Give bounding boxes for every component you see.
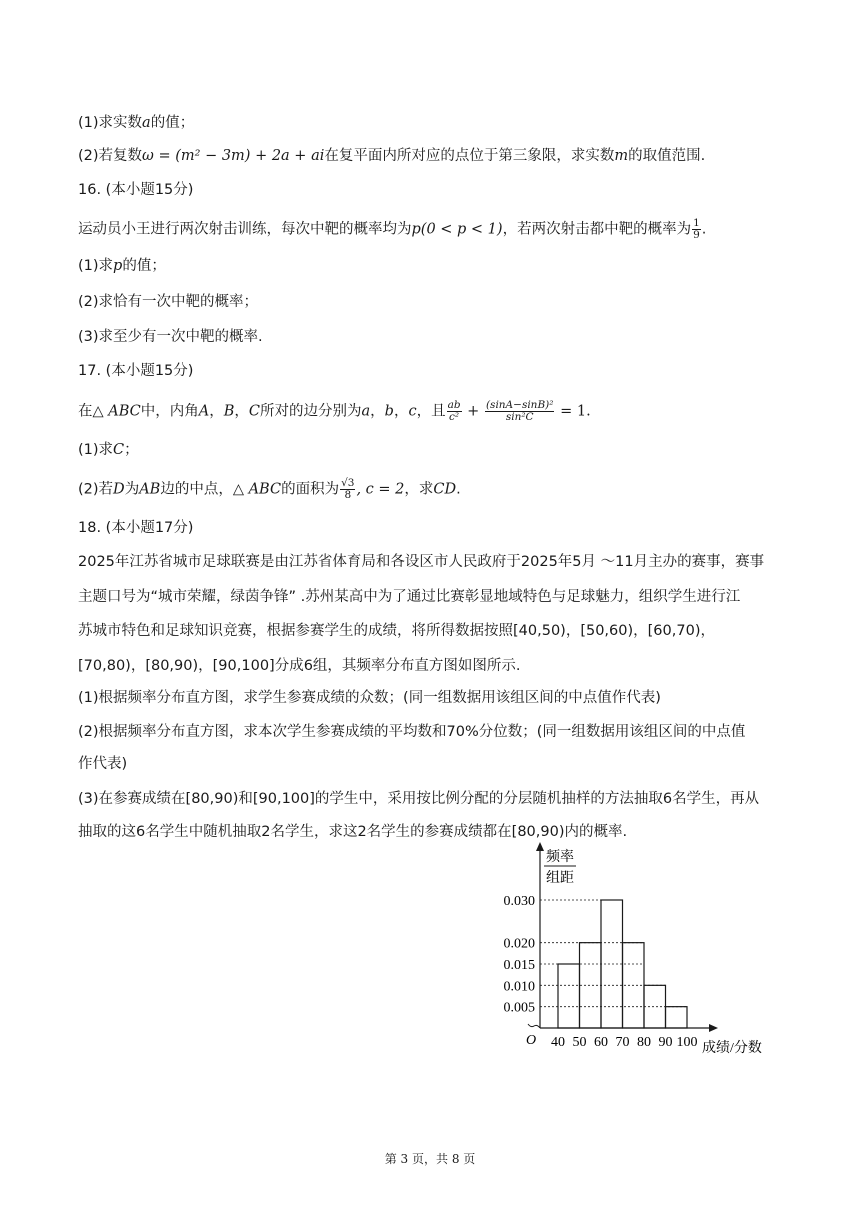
equals-one: = 1. bbox=[555, 403, 591, 420]
histogram-bar bbox=[558, 964, 580, 1028]
y-tick-label: 0.005 bbox=[503, 1000, 535, 1016]
text: 的取值范围. bbox=[628, 148, 706, 164]
x-axis-arrow-icon bbox=[709, 1024, 718, 1032]
x-tick-label: 100 bbox=[676, 1035, 698, 1050]
text: 所对的边分别为 bbox=[260, 403, 362, 420]
x-tick-label: 70 bbox=[615, 1035, 630, 1050]
text: ，若两次射击都中靶的概率为 bbox=[502, 221, 692, 238]
x-tick-label: 90 bbox=[658, 1035, 673, 1050]
y-axis-arrow-icon bbox=[536, 842, 544, 851]
q18-part3-line1: (3)在参赛成绩在[80,90)和[90,100]的学生中，采用按比例分配的分层随机抽样的方法抽取6名学生，再从 bbox=[78, 791, 760, 807]
text: (1)求 bbox=[78, 258, 114, 274]
probability-range: p(0 < p < 1) bbox=[411, 221, 503, 238]
text: 为 bbox=[124, 481, 140, 498]
var-D: D bbox=[113, 481, 125, 498]
var-A: A bbox=[198, 403, 210, 420]
histogram-bar bbox=[644, 985, 666, 1028]
triangle-abc: △ ABC bbox=[232, 481, 282, 498]
text: 在复平面内所对应的点位于第三象限，求实数 bbox=[324, 148, 615, 164]
q15-part1 bbox=[78, 113, 194, 133]
fraction-sin-diff bbox=[485, 400, 555, 423]
denominator: 8 bbox=[344, 489, 352, 501]
denominator: 9 bbox=[693, 229, 700, 241]
q18-part2-line1: (2)根据频率分布直方图，求本次学生参赛成绩的平均数和70%分位数；(同一组数据用该组区间的中点值 bbox=[78, 724, 746, 740]
fraction-ab-over-c2 bbox=[447, 400, 462, 423]
text: 的值； bbox=[122, 258, 166, 274]
text: ， bbox=[393, 403, 409, 420]
text: (2)若复数 bbox=[78, 148, 143, 164]
text: 的值； bbox=[150, 115, 195, 131]
text: 边的中点， bbox=[160, 481, 233, 498]
frequency-histogram bbox=[480, 840, 790, 1065]
y-label-top: 频率 bbox=[546, 850, 574, 865]
q18-part1: (1)根据频率分布直方图，求学生参赛成绩的众数；(同一组数据用该组区间的中点值作代表) bbox=[78, 690, 661, 706]
q18-heading: 18. (本小题17分) bbox=[78, 520, 194, 536]
text: ，且 bbox=[416, 403, 446, 420]
q18-stem-line1: 2025年江苏省城市足球联赛是由江苏省体育局和各设区市人民政府于2025年5月 ～11月主办的赛事，赛事 bbox=[78, 554, 765, 570]
text: ； bbox=[124, 442, 139, 458]
var-a: a bbox=[142, 115, 151, 131]
q18-stem-line4: [70,80)，[80,90)，[90,100]分成6组，其频率分布直方图如图所示. bbox=[78, 658, 521, 674]
origin-label: O bbox=[526, 1033, 537, 1048]
text: ， bbox=[209, 403, 224, 420]
text: 的面积为 bbox=[281, 481, 340, 498]
segment-CD: CD bbox=[433, 481, 457, 498]
text: ，求 bbox=[404, 481, 434, 498]
q16-part2: (2)求恰有一次中靶的概率； bbox=[78, 294, 259, 310]
text: . bbox=[701, 221, 707, 238]
var-m: m bbox=[614, 148, 629, 164]
c-equals-2: , c = 2 bbox=[356, 481, 405, 498]
histogram-bar bbox=[666, 1007, 688, 1028]
q17-stem bbox=[78, 400, 591, 423]
text: ， bbox=[234, 403, 249, 420]
var-C: C bbox=[248, 403, 261, 420]
var-p: p bbox=[113, 258, 123, 274]
q16-heading: 16. (本小题15分) bbox=[78, 182, 194, 198]
y-tick-label: 0.030 bbox=[503, 894, 535, 909]
y-tick-label: 0.020 bbox=[503, 936, 535, 952]
text: ， bbox=[370, 403, 385, 420]
var-a: a bbox=[361, 403, 371, 420]
text: (1)求 bbox=[78, 442, 114, 458]
q18-part3-line2: 抽取的这6名学生中随机抽取2名学生，求这2名学生的参赛成绩都在[80,90)内的概率. bbox=[78, 824, 628, 840]
denominator: c² bbox=[449, 411, 460, 423]
text: 中，内角 bbox=[140, 403, 199, 420]
x-tick-label: 60 bbox=[594, 1035, 608, 1050]
text: (2)若 bbox=[78, 481, 114, 498]
segment-AB: AB bbox=[139, 481, 161, 498]
var-B: B bbox=[223, 403, 235, 420]
triangle-abc: △ ABC bbox=[92, 403, 141, 420]
q17-part1 bbox=[78, 440, 139, 460]
q18-part2-line2: 作代表) bbox=[78, 756, 128, 772]
fraction-sqrt3-over-8 bbox=[340, 478, 355, 501]
q15-part2 bbox=[78, 146, 705, 166]
y-tick-label: 0.010 bbox=[503, 979, 535, 995]
fraction-one-ninth bbox=[692, 218, 701, 241]
text: . bbox=[456, 481, 461, 498]
x-tick-label: 40 bbox=[551, 1035, 565, 1050]
plus-sign: + bbox=[462, 403, 484, 420]
page-footer: 第 3 页，共 8 页 bbox=[384, 1152, 476, 1166]
var-C: C bbox=[113, 442, 125, 458]
q16-stem bbox=[78, 218, 706, 241]
q16-part3: (3)求至少有一次中靶的概率. bbox=[78, 329, 263, 345]
q16-part1 bbox=[78, 256, 166, 276]
var-c: c bbox=[408, 403, 417, 420]
x-tick-label: 80 bbox=[637, 1035, 651, 1050]
q18-stem-line2: 主题口号为“城市荣耀，绿茵争锋” .苏州某高中为了通过比赛彰显地域特色与足球魅力，组织学生进行江 bbox=[78, 589, 741, 605]
text: 在 bbox=[78, 403, 93, 420]
numerator: ab bbox=[447, 399, 461, 411]
y-tick-label: 0.015 bbox=[503, 958, 535, 973]
text: (1)求实数 bbox=[78, 115, 143, 131]
complex-number-formula: ω = (m² − 3m) + 2a + ai bbox=[142, 148, 325, 164]
x-tick-label: 50 bbox=[572, 1035, 587, 1050]
numerator: √3 bbox=[341, 477, 355, 489]
text: 运动员小王进行两次射击训练，每次中靶的概率均为 bbox=[78, 221, 412, 238]
q18-stem-line3: 苏城市特色和足球知识竞赛，根据参赛学生的成绩，将所得数据按照[40,50)，[50,60)，[60,70)， bbox=[78, 623, 715, 639]
q17-heading: 17. (本小题15分) bbox=[78, 363, 194, 379]
var-b: b bbox=[384, 403, 394, 420]
x-axis-label: 成绩/分数 bbox=[702, 1041, 762, 1056]
numerator: 1 bbox=[693, 217, 700, 229]
numerator: (sinA−sinB)² bbox=[485, 399, 554, 411]
denominator: sin²C bbox=[505, 411, 534, 423]
y-label-bottom: 组距 bbox=[546, 871, 574, 886]
q17-part2 bbox=[78, 478, 461, 501]
axis-break-squiggle bbox=[528, 1024, 540, 1028]
